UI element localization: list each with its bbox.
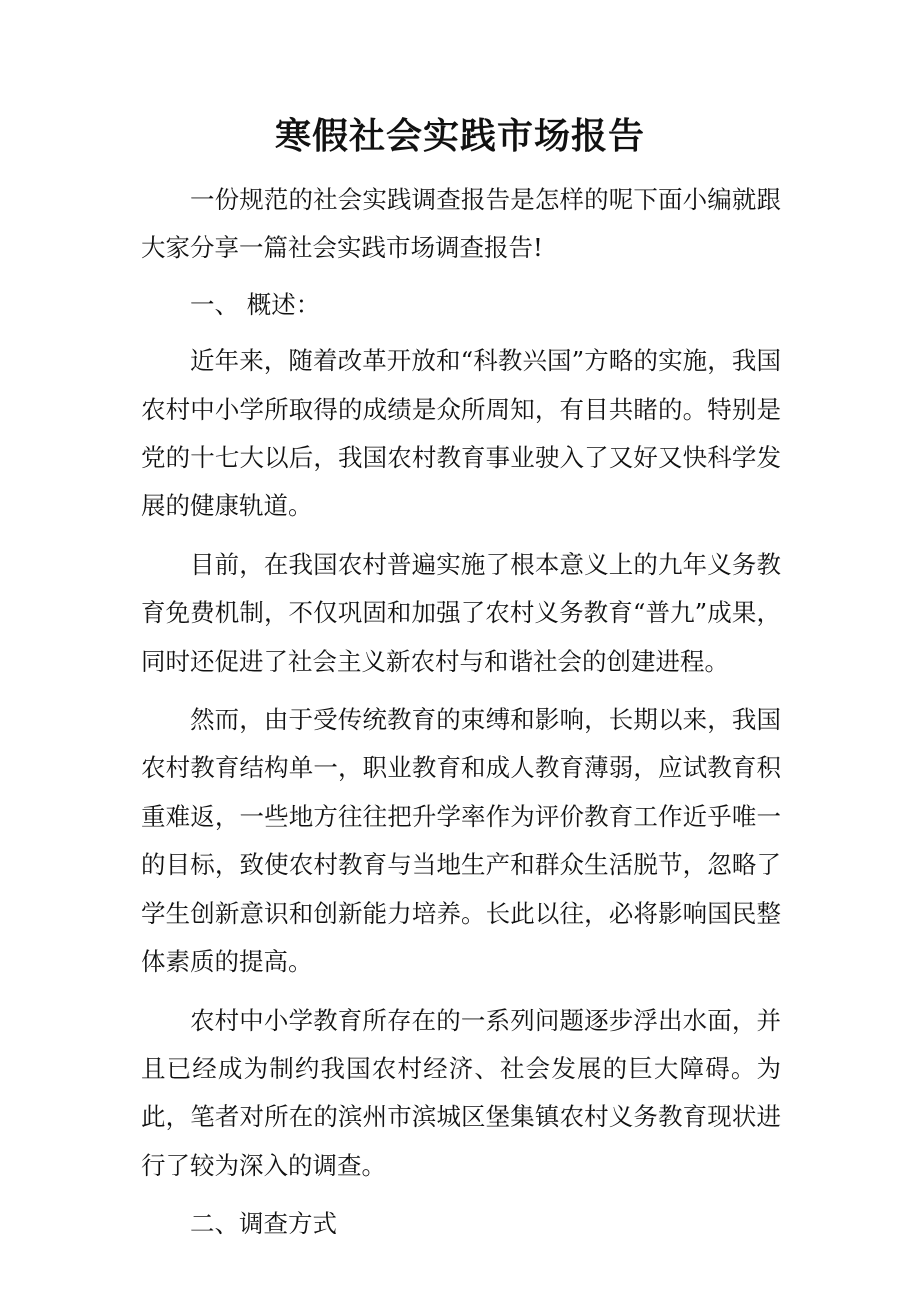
paragraph-reform: 近年来，随着改革开放和“科教兴国”方略的实施，我国农村中小学所取得的成绩是众所周知，有目共睹的。特别是党的十七大以后，我国农村教育事业驶入了又好又快科学发展的健康轨道。: [141, 346, 781, 521]
document-title: 寒假社会实践市场报告: [274, 115, 645, 157]
section-heading-survey-method: 二、调查方式: [190, 1209, 337, 1239]
section-heading-overview: 一、 概述：: [190, 289, 321, 319]
paragraph-problems: 农村中小学教育所存在的一系列问题逐步浮出水面，并且已经成为制约我国农村经济、社会发展的巨大障碍。为此，笔者对所在的滨州市滨城区堡集镇农村义务教育现状进行了较为深入的调查。: [141, 1005, 781, 1180]
paragraph-free-education: 目前，在我国农村普遍实施了根本意义上的九年义务教育免费机制，不仅巩固和加强了农村义务教育“普九”成果，同时还促进了社会主义新农村与和谐社会的创建进程。: [141, 549, 781, 676]
document-body: [141, 176, 781, 1249]
paragraph-traditional-constraints: 然而，由于受传统教育的束缚和影响，长期以来，我国农村教育结构单一，职业教育和成人教育薄弱，应试教育积重难返，一些地方往往把升学率作为评价教育工作近乎唯一的目标，致使农村教育与当地生产和群众生活脱节，忽略了学生创新意识和创新能力培养。长此以往，必将影响国民整体素质的提高。: [141, 705, 781, 977]
intro-paragraph: 一份规范的社会实践调查报告是怎样的呢下面小编就跟大家分享一篇社会实践市场调查报告!: [141, 185, 781, 263]
